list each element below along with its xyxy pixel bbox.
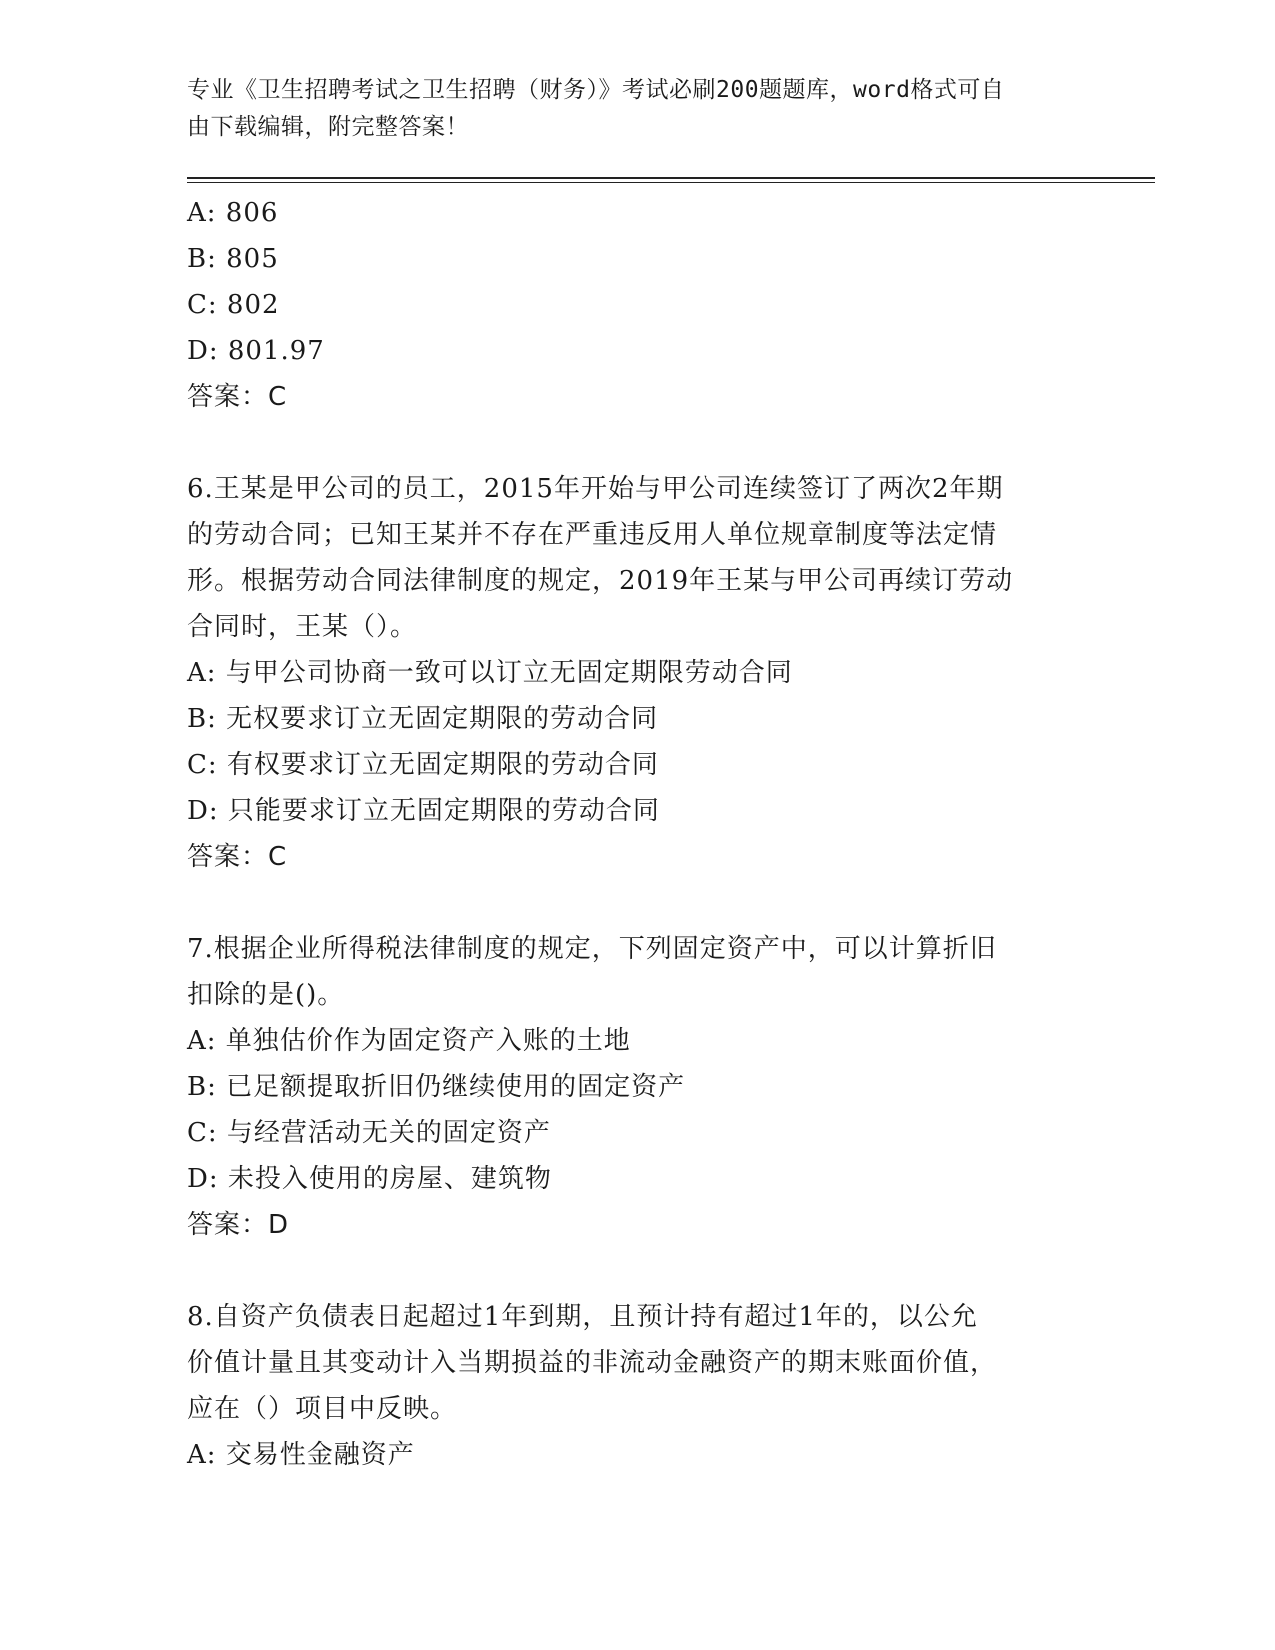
option-a: A: 单独估价作为固定资产入账的土地 — [187, 1026, 631, 1056]
question-stem-line: 6.王某是甲公司的员工，2015年开始与甲公司连续签订了两次2年期 — [187, 474, 1004, 504]
question-stem-line: 合同时，王某（）。 — [187, 612, 418, 642]
question-stem-line: 形。根据劳动合同法律制度的规定，2019年王某与甲公司再续订劳动 — [187, 566, 1014, 596]
option-d: D: 未投入使用的房屋、建筑物 — [187, 1164, 552, 1194]
header-rule-thick — [187, 177, 1155, 179]
document-header — [187, 72, 1067, 146]
question-7-block — [187, 926, 1087, 1248]
question-stem-line: 8.自资产负债表日起超过1年到期，且预计持有超过1年的，以公允 — [187, 1302, 978, 1332]
question-stem-line: 扣除的是()。 — [187, 980, 345, 1010]
question-8-block — [187, 1294, 1087, 1478]
option-c: C: 与经营活动无关的固定资产 — [187, 1118, 551, 1148]
question-stem-line: 7.根据企业所得税法律制度的规定，下列固定资产中，可以计算折旧 — [187, 934, 997, 964]
spacer — [187, 880, 1087, 926]
header-rule-thin — [187, 182, 1155, 183]
question-stem-line: 的劳动合同；已知王某并不存在严重违反用人单位规章制度等法定情 — [187, 520, 998, 550]
option-a: A: 与甲公司协商一致可以订立无固定期限劳动合同 — [187, 658, 793, 688]
answer-line: 答案：C — [187, 842, 288, 872]
option-c: C: 802 — [187, 290, 280, 320]
question-stem-line: 应在（）项目中反映。 — [187, 1394, 458, 1424]
option-b: B: 805 — [187, 244, 279, 274]
spacer — [187, 420, 1087, 466]
answer-line: 答案：C — [187, 382, 288, 412]
answer-line: 答案：D — [187, 1210, 290, 1240]
option-c: C: 有权要求订立无固定期限的劳动合同 — [187, 750, 659, 780]
question-6-block — [187, 466, 1087, 880]
option-d: D: 只能要求订立无固定期限的劳动合同 — [187, 796, 660, 826]
question-stem-line: 价值计量且其变动计入当期损益的非流动金融资产的期末账面价值， — [187, 1348, 998, 1378]
option-d: D: 801.97 — [187, 336, 325, 366]
option-b: B: 无权要求订立无固定期限的劳动合同 — [187, 704, 659, 734]
question-content — [187, 190, 1087, 1478]
option-a: A: 交易性金融资产 — [187, 1440, 415, 1470]
option-b: B: 已足额提取折旧仍继续使用的固定资产 — [187, 1072, 686, 1102]
header-line-1: 专业《卫生招聘考试之卫生招聘（财务）》考试必刷200题题库，word格式可自 — [187, 77, 1005, 103]
header-line-2: 由下载编辑，附完整答案！ — [187, 114, 469, 140]
spacer — [187, 1248, 1087, 1294]
question-5-block — [187, 190, 1087, 420]
option-a: A: 806 — [187, 198, 279, 228]
